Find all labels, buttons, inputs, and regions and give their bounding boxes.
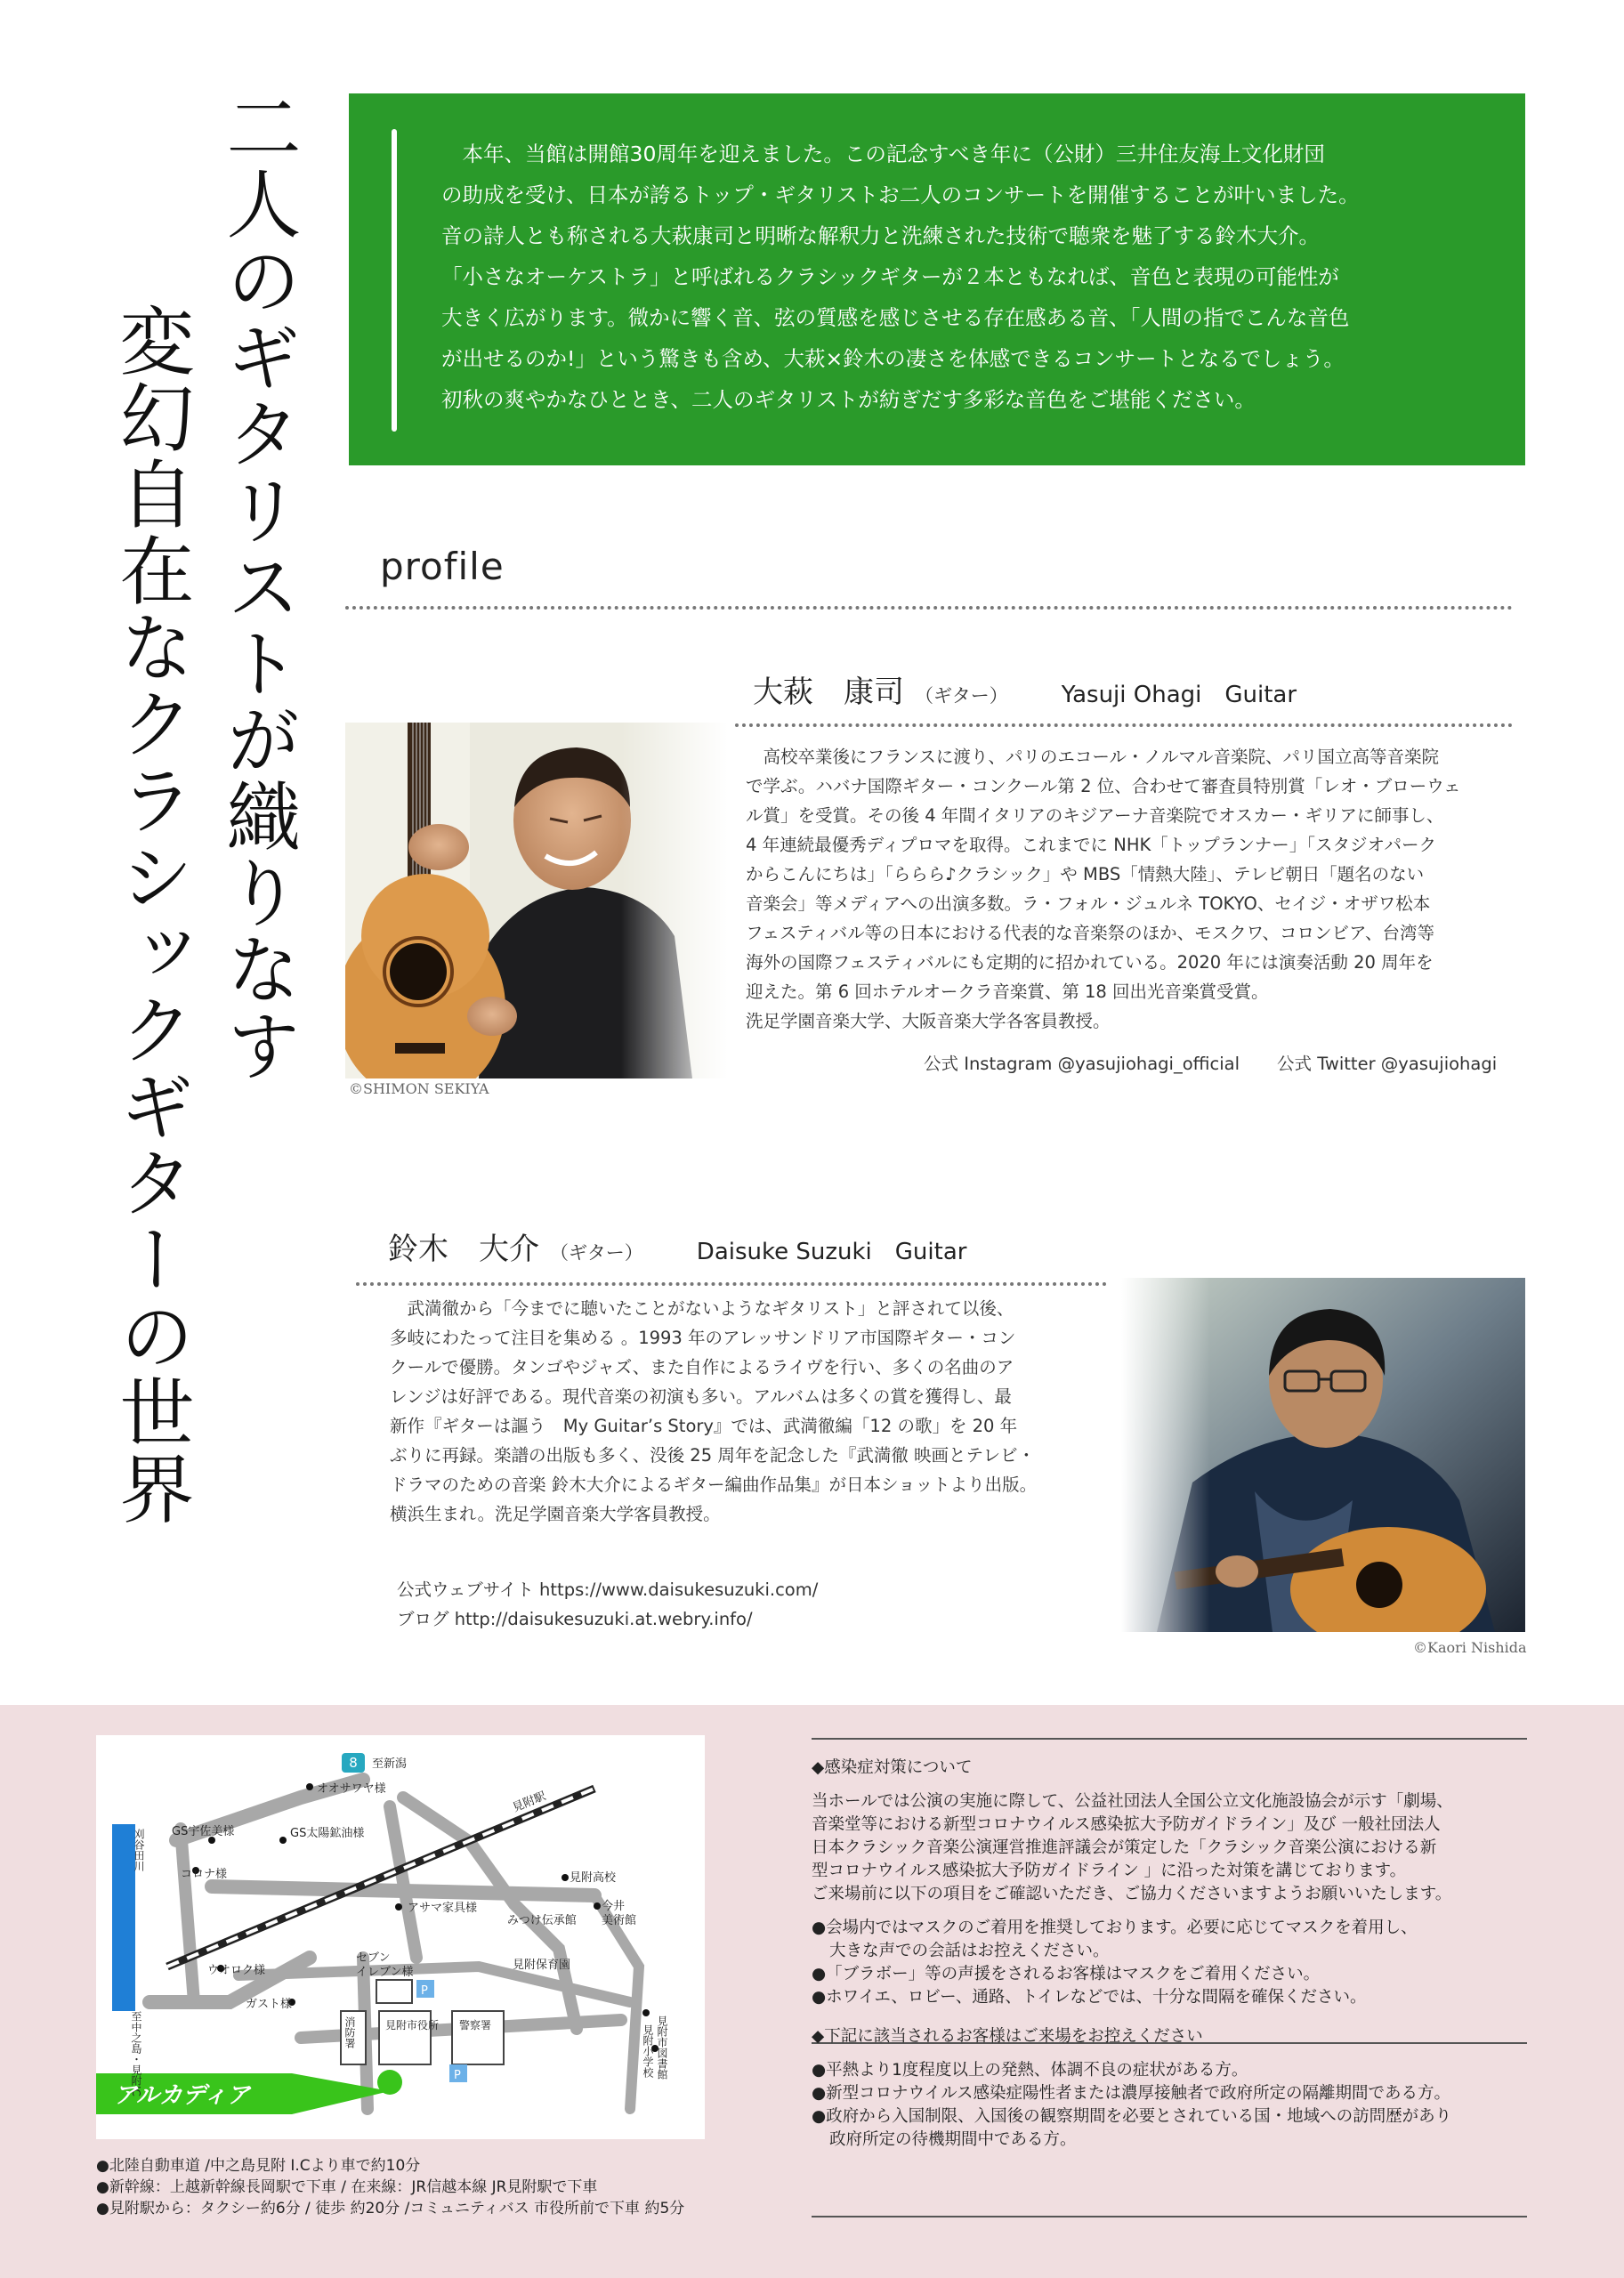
map-label: オオサワヤ様	[317, 1782, 386, 1796]
map-label: GS宇佐美様	[172, 1825, 235, 1838]
map-label: ウオロク様	[207, 1964, 266, 1977]
map-label: 見附高校	[570, 1871, 617, 1885]
map-label: みつけ伝承館	[507, 1914, 577, 1927]
suzuki-name-en: Daisuke Suzuki Guitar	[696, 1239, 967, 1265]
arcadia-logo: アルカディア	[114, 2082, 250, 2109]
notice-rule	[812, 1738, 1527, 1740]
bio-line: 迎えた。第 6 回ホテルオークラ音楽賞、第 18 回出光音楽賞受賞。	[746, 981, 1269, 1002]
bio-line: 洗足学園音楽大学、大阪音楽大学各客員教授。	[746, 1011, 1111, 1031]
ohagi-instagram[interactable]: 公式 Instagram @yasujiohagi_official	[924, 1054, 1240, 1074]
intro-box	[349, 93, 1525, 465]
map-label: P	[454, 2069, 461, 2082]
notice-line: 音楽堂等における新型コロナウイルス感染拡大予防ガイドライン」及び 一般社団法人	[812, 1815, 1441, 1834]
map-label: 見附市図書館	[656, 2015, 668, 2080]
suzuki-name-ja: 鈴木 大介	[388, 1232, 539, 1267]
intro-line: 「小さなオーケストラ」と呼ばれるクラシックギターが２本ともなれば、音色と表現の可能性が	[441, 264, 1339, 289]
notice-line: ご来場前に以下の項目をご確認いただき、ご協力くださいますようお願いいたします。	[812, 1885, 1452, 1903]
suzuki-name	[388, 1224, 966, 1268]
ohagi-name	[753, 667, 1297, 711]
notice-line: 型コロナウイルス感染拡大予防ガイドライン 」に沿った対策を講じております。	[812, 1862, 1407, 1880]
notice-item: ●新型コロナウイルス感染症陽性者または濃厚接触者で政府所定の隔離期間である方。	[812, 2084, 1451, 2103]
access-line: ●新幹線：上越新幹線長岡駅で下車 / 在来線：JR信越本線 JR見附駅で下車	[96, 2178, 598, 2196]
dotted-divider	[735, 723, 1513, 727]
bio-line: で学ぶ。ハバナ国際ギター・コンクール第 2 位、合わせて審査員特別賞「レオ・ブローウェ	[746, 776, 1461, 796]
suzuki-blog-link[interactable]: ブログ http://daisukesuzuki.at.webry.info/	[397, 1609, 753, 1629]
notice-rule	[812, 2216, 1527, 2217]
bio-line: 音楽会」等メディアへの出演多数。ラ・フォル・ジュルネ TOKYO、セイジ・オザワ松本	[746, 893, 1431, 914]
notice-item: 大きな声での会話はお控えください。	[829, 1942, 1110, 1960]
map-label: コロナ様	[181, 1868, 228, 1881]
suzuki-photo-credit: ©Kaori Nishida	[1413, 1639, 1527, 1656]
map-label: 至中之島・見附IC	[130, 2011, 142, 2096]
bio-line: 新作『ギターは謳う My Guitar’s Story』では、武満徹編「12 の歌」を 20 年	[390, 1416, 1018, 1436]
notice-line: 日本クラシック音楽公演運営推進評議会が策定した「クラシック音楽公演における新	[812, 1838, 1437, 1857]
map-label: 8	[349, 1755, 358, 1771]
bio-line: フェスティバル等の日本における代表的な音楽祭のほか、モスクワ、コロンビア、台湾等	[746, 923, 1434, 943]
title-line-1: 二人のギタリストが織りなす	[214, 89, 302, 1084]
bio-line: クールで優勝。タンゴやジャズ、また自作によるライヴを行い、多くの名曲のア	[390, 1357, 1014, 1377]
notice-item: ●平熱より1度程度以上の発熱、体調不良の症状がある方。	[812, 2061, 1248, 2080]
map-label: イレブン様	[356, 1966, 414, 1979]
bio-line: 海外の国際フェスティバルにも定期的に招かれている。2020 年には演奏活動 20 周年を	[746, 952, 1434, 973]
suzuki-role: （ギター）	[550, 1242, 643, 1264]
ohagi-twitter[interactable]: 公式 Twitter @yasujiohagi	[1277, 1054, 1498, 1074]
suzuki-bio	[390, 1294, 1102, 1529]
access-line: ●北陸自動車道 /中之島見附 I.Cより車で約10分	[96, 2157, 421, 2175]
notice-heading: ◆下記に該当されるお客様はご来場をお控えください	[812, 2027, 1203, 2046]
bio-line: 高校卒業後にフランスに渡り、パリのエコール・ノルマル音楽院、パリ国立高等音楽院	[746, 747, 1440, 767]
notice-section	[812, 1755, 1527, 2152]
title-line-2: 変幻自在なクラシックギターの世界	[108, 303, 195, 1527]
access-info	[96, 2155, 684, 2219]
bio-line: 武満徹から「今までに聴いたことがないようなギタリスト」と評されて以後、	[390, 1298, 1014, 1319]
notice-item: ●会場内ではマスクのご着用を推奨しております。必要に応じてマスクを着用し、	[812, 1919, 1418, 1937]
notice-line: 当ホールでは公演の実施に際して、公益社団法人全国公立文化施設協会が示す「劇場、	[812, 1792, 1453, 1811]
ohagi-name-en: Yasuji Ohagi Guitar	[1061, 682, 1297, 708]
suzuki-links	[397, 1575, 818, 1634]
map-label: 見附小学校	[642, 2024, 654, 2078]
intro-line: 大きく広がります。微かに響く音、弦の質感を感じさせる存在感ある音、「人間の指でこんな音色	[441, 305, 1350, 330]
intro-line: が出せるのか!」という驚きも含め、大萩×鈴木の凄さを体感できるコンサートとなるでしょう。	[441, 346, 1345, 371]
intro-line: 音の詩人とも称される大萩康司と明晰な解釈力と洗練された技術で聴衆を魅了する鈴木大介。	[441, 223, 1320, 248]
bio-line: レンジは好評である。現代音楽の初演も多い。アルバムは多くの賞を獲得し、最	[390, 1386, 1012, 1407]
intro-line: 本年、当館は開館30周年を迎えました。この記念すべき年に（公財）三井住友海上文化財団	[441, 141, 1325, 166]
notice-item: ●「ブラボー」等の声援をされるお客様はマスクをご着用ください。	[812, 1965, 1321, 1983]
map-label: ガスト様	[246, 1998, 293, 2011]
profile-heading: profile	[380, 545, 505, 588]
notice-item: ●政府から入国制限、入国後の観察期間を必要とされている国・地域への訪問歴があり	[812, 2107, 1452, 2126]
bio-line: ル賞」を受賞。その後 4 年間イタリアのキジアーナ音楽院でオスカー・ギリアに師事し、	[746, 805, 1444, 826]
map-label: 至新潟	[372, 1757, 408, 1771]
map-label: 警察署	[459, 2019, 492, 2032]
intro-accent-bar	[392, 129, 397, 432]
bio-line: 横浜生まれ。洗足学園音楽大学客員教授。	[390, 1504, 721, 1524]
map-label: 見附駅	[510, 1789, 548, 1815]
dotted-divider	[356, 1282, 1107, 1286]
intro-line: 初秋の爽やかなひととき、二人のギタリストが紡ぎだす多彩な音色をご堪能ください。	[441, 387, 1256, 412]
intro-text	[441, 133, 1500, 420]
map-label: 消防署	[343, 2016, 356, 2048]
ohagi-role: （ギター）	[915, 685, 1008, 707]
bio-line: からこんにちは」「ららら♪クラシック」や MBS「情熱大陸」、テレビ朝日「題名のない	[746, 864, 1425, 885]
notice-item: 政府所定の待機期間中である方。	[829, 2130, 1077, 2149]
map-label: 刈谷田川	[133, 1829, 145, 1871]
map-label: 今井	[602, 1900, 626, 1913]
bio-line: ぶりに再録。楽譜の出版も多く、没後 25 周年を記念した『武満徹 映画とテレビ・	[390, 1445, 1036, 1466]
bio-line: 多岐にわたって注目を集める 。1993 年のアレッサンドリア市国際ギター・コン	[390, 1328, 1016, 1348]
suzuki-website-link[interactable]: 公式ウェブサイト https://www.daisukesuzuki.com/	[397, 1579, 819, 1600]
ohagi-photo	[345, 723, 728, 1078]
access-map	[96, 1735, 705, 2139]
notice-item: ●ホワイエ、ロビー、通路、トイレなどでは、十分な間隔を確保ください。	[812, 1988, 1367, 2007]
intro-line: の助成を受け、日本が誇るトップ・ギタリストお二人のコンサートを開催することが叶いました。	[441, 182, 1360, 207]
map-label: 見附市役所	[385, 2019, 440, 2032]
bio-line: 4 年連続最優秀ディプロマを取得。これまでに NHK「トップランナー」「スタジオパーク	[746, 835, 1437, 855]
suzuki-photo	[1121, 1278, 1525, 1632]
map-label: 見附保育園	[513, 1959, 571, 1972]
map-label: 美術館	[602, 1914, 637, 1927]
notice-heading: ◆感染症対策について	[812, 1758, 973, 1777]
ohagi-photo-credit: ©SHIMON SEKIYA	[349, 1080, 489, 1097]
map-label: P	[421, 1984, 428, 1998]
ohagi-sns	[924, 1050, 1534, 1075]
ohagi-name-ja: 大萩 康司	[753, 675, 904, 710]
access-line: ●見附駅から：タクシー約6分 / 徒歩 約20分 /コミュニティバス 市役所前で下車 約5分	[96, 2200, 685, 2217]
ohagi-bio	[746, 742, 1513, 1036]
map-label: セブン	[356, 1951, 391, 1965]
map-label: GS太陽鉱油様	[290, 1827, 365, 1840]
dotted-divider	[345, 606, 1513, 610]
map-label: アサマ家具様	[408, 1902, 478, 1915]
bio-line: ドラマのための音楽 鈴木大介によるギター編曲作品集』が日本ショットより出版。	[390, 1474, 1038, 1495]
